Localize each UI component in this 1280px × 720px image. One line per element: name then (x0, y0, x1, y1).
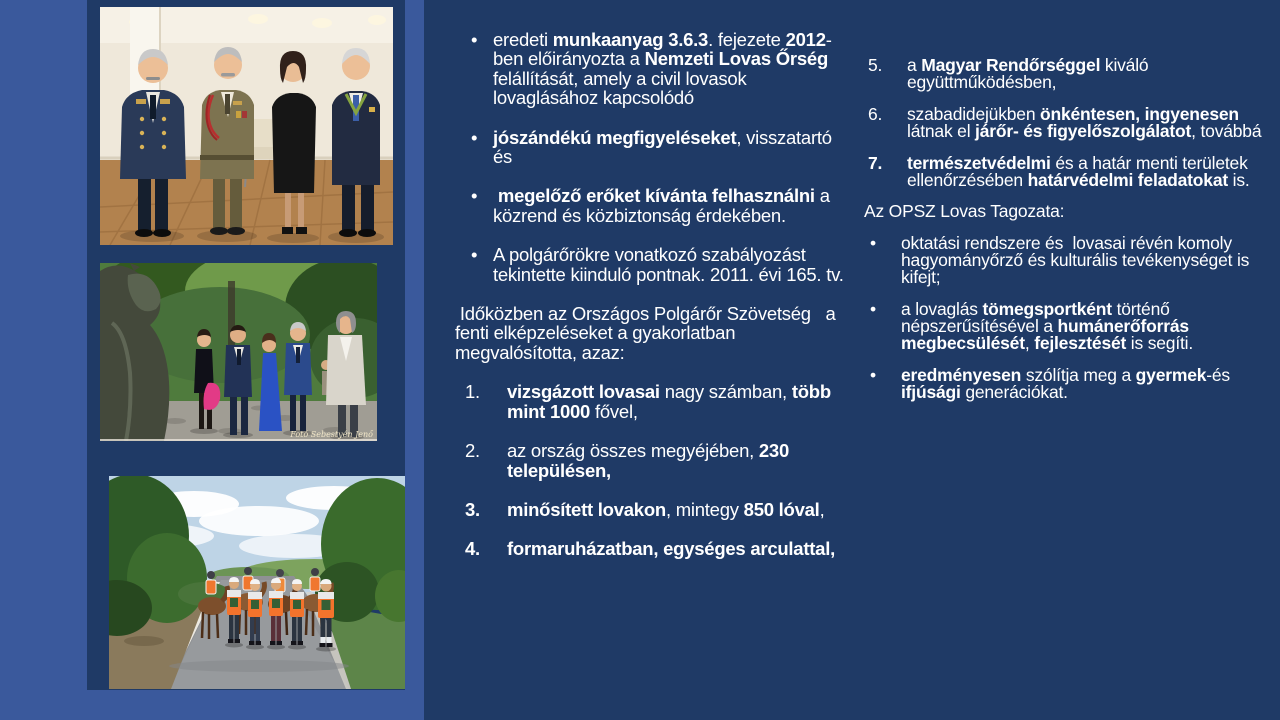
list-item-bullet (455, 245, 855, 284)
photo-statue-graphic (100, 263, 377, 441)
photo-patrol-graphic (109, 476, 405, 689)
list-item-number (455, 500, 855, 519)
bullet-marker: • (471, 126, 478, 148)
item-text: minősített lovakon, mintegy 850 lóval, (507, 498, 825, 520)
list-item-bullet (864, 364, 1274, 402)
number-marker: 3. (465, 498, 480, 520)
item-text: megelőző erőket kívánta felhasználni a közrend és közbiztonság érdekében. (493, 185, 835, 226)
item-text: a lovaglás tömegsportként történő népszerűsítésével a humánerőforrás megbecsülését, fejlesztését is segíti. (901, 299, 1194, 353)
number-marker: 5. (868, 55, 883, 75)
item-text: vizsgázott lovasai nagy számban, több mint 1000 fővel, (507, 381, 836, 422)
photo-officials-group (100, 7, 393, 245)
item-text: a Magyar Rendőrséggel kiváló együttműködésben, (907, 55, 1154, 92)
list-item-number (455, 539, 855, 558)
list-item-number (864, 152, 1274, 190)
list-item-heading (864, 203, 1274, 220)
photo-statue-ceremony (100, 263, 377, 441)
list-item-number (455, 441, 855, 480)
bullet-marker: • (870, 233, 876, 254)
number-marker: 2. (465, 440, 480, 462)
item-text: az ország összes megyéjében, 230 településen, (507, 440, 794, 481)
list-item-bullet (455, 186, 855, 225)
bullet-marker: • (870, 299, 876, 320)
list-item-bullet (455, 128, 855, 167)
bullet-marker: • (471, 29, 478, 50)
list-item-bullet (455, 30, 855, 108)
number-marker: 6. (868, 103, 883, 124)
list-item-bullet (864, 301, 1274, 352)
list-item-number (864, 103, 1274, 141)
photo-watermark: Fotó Sebestyén Jenő (290, 430, 373, 439)
number-marker: 4. (465, 538, 480, 560)
item-text: oktatási rendszere és lovasai révén komoly hagyományőrző és kulturális tevékenységet is kifejt; (901, 233, 1254, 288)
bullet-marker: • (471, 244, 478, 266)
list-item-number (455, 382, 855, 421)
item-text: eredményesen szólítja meg a gyermek-és ifjúsági generációkat. (901, 364, 1235, 402)
number-marker: 7. (868, 152, 883, 173)
item-text: formaruházatban, egységes arculattal, (507, 538, 835, 560)
list-item-bullet (864, 235, 1274, 286)
photo-officials-graphic (100, 7, 393, 245)
item-text: szabadidejükben önkéntesen, ingyenesen látnak el járőr- és figyelőszolgálatot, továbbá (907, 103, 1262, 141)
side-text-column (864, 57, 1274, 416)
list-item-para (455, 304, 855, 362)
number-marker: 1. (465, 381, 480, 403)
item-text: természetvédelmi és a határ menti területek ellenőrzésében határvédelmi feladatokat is. (907, 152, 1253, 190)
list-item-number (864, 57, 1274, 91)
item-text: eredeti munkaanyag 3.6.3. fejezete 2012-ben előirányozta a Nemzeti Lovas Őrség felállítását, amely a civil lovasok lovaglásához kapcsolódó (493, 29, 833, 109)
main-text-column (455, 30, 855, 579)
item-text: jószándékú megfigyeléseket, visszatartó és (493, 126, 837, 168)
item-text: Időközben az Országos Polgárőr Szövetség a fenti elképzeléseket a gyakorlatban megvalósította, azaz: (455, 303, 841, 363)
photo-mounted-patrol (109, 476, 405, 689)
item-text: A polgárőrökre vonatkozó szabályozást tekintette kiinduló pontnak. 2011. évi 165. tv. (493, 244, 844, 285)
bullet-marker: • (870, 364, 876, 385)
item-text: Az OPSZ Lovas Tagozata: (864, 201, 1065, 222)
bullet-marker: • (471, 185, 478, 207)
